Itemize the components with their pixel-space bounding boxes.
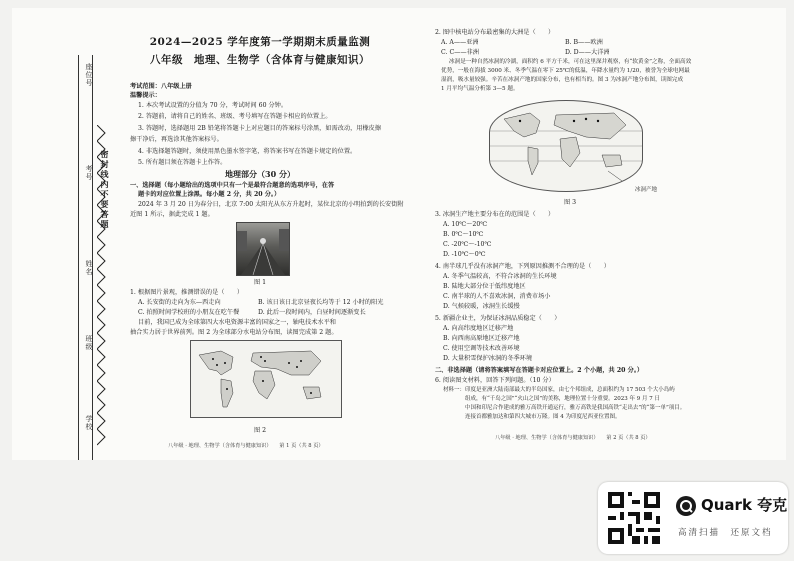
question-stem: 抽合实力居于世界前列。图 2 为全球部分水电站分布图，读图完成第 2 题。 [130,329,338,336]
q2-option-d: D. D——大洋洲 [565,49,610,56]
material-text: 湿润，吸水量较强。辛苦在冰洞产地的国家分布，也有相当的。图 3 为冰洞产地分布图，读图完成 [441,77,684,83]
q5-option-a: A. 向高纬度地区迁移产地 [443,325,514,332]
question-1: 1. 根据图片景观，推测错误的是（ ） [130,289,244,296]
qr-code-icon [608,492,660,544]
q3-option-b: B. 0℃～10℃ [443,231,484,238]
figure-3-caption: 图 3 [563,199,577,206]
question-3: 3. 冰洞生产地主要分布在的范围是（ ） [435,211,555,218]
quark-scan-badge [598,482,788,554]
question-6: 6. 阅读图文材料，回答下列问题。（10 分） [435,377,555,384]
seat-no-label: 座位号 [85,63,93,87]
material-text: 1 月平均气温分析第 3—5 题。 [441,86,519,92]
question-stem: 目前，我国已成为全球第四大水电资源丰富的国家之一，轴电技术水平和 [138,319,336,326]
choice-heading-2: 题卡的对应位置上涂黑。每小题 2 分，共 20 分。） [138,191,281,198]
page-1-footer: 八年级 · 地理、生物学（含体育与健康知识） 第 1 页（共 8 页） [168,443,324,449]
exam-scope: 考试范围：八年级上册 [130,83,192,90]
question-stem: 2024 年 3 月 20 日为春分日，北京 7:00 太阳光从东方升起时，某位北京的小明拍到的长安街附 [138,201,404,208]
tip-line: 擦干净后，再选涂其他答案标号。 [130,136,223,143]
question-5: 5. 新疆企业主，为保证冰洞品质稳定（ ） [435,315,561,322]
binding-line [78,55,79,460]
q4-option-a: A. 冬季气温较高，不符合冰洞的生长环境 [443,273,557,280]
material-text: 组成，有“千岛之国”“火山之国”的美称，地理位置十分重要。2023 年 9 月 7 日 [465,396,660,402]
binding-line [92,55,93,460]
q3-option-a: A. 10℃～20℃ [443,221,488,228]
q2-option-a: A. A——亚洲 [441,39,479,46]
material-text: 中国和印尼合作建成的雅万高铁开通运行，雅万高铁是我国高铁“走出去”的“第一单”项目。 [465,405,686,411]
class-label: 班级 [85,335,93,351]
q1-option-d: D. 此后一段时间内，白昼时间逐渐变长 [258,309,366,316]
q2-option-c: C. C——非洲 [441,49,479,56]
choice-heading: 一、选择题（每小题给出的选项中只有一个是最符合题意的选项序号，在答 [130,182,335,189]
name-label: 姓名 [85,260,93,276]
q5-option-c: C. 使用空调等技术改善环境 [443,345,520,352]
quark-logo-icon [676,496,696,516]
q1-option-a: A. 长安街的走向为东—西走向 [138,299,221,306]
figure-2-caption: 图 2 [253,427,267,434]
tip-line: 1. 本次考试设置的分值为 70 分，考试时间 60 分钟。 [138,102,288,109]
q4-option-b: B. 陆地大部分位于低纬度地区 [443,283,526,290]
question-4: 4. 南半球几乎没有冰洞产地，下列原因推测不合理的是（ ） [435,263,610,270]
figure-1-caption: 图 1 [253,279,267,286]
figure-3-world-map [489,100,643,192]
q5-option-d: D. 大量积雪保护冰洞的冬季环境 [443,355,533,362]
q4-option-d: D. 气候较暖，冰洞生长缓慢 [443,303,520,310]
tip-line: 4. 非选择题答题时，须使用黑色墨水签字笔，将答案书写在答题卡规定的位置。 [138,148,357,155]
q3-option-c: C. -20℃～-10℃ [443,241,492,248]
tip-line: 3. 答题时，选择题用 2B 铅笔将答题卡上对应题目的答案标号涂黑，如需改动，用橡皮擦 [138,125,382,132]
question-2: 2. 图中核电站分布最密集的大洲是（ ） [435,29,555,36]
quark-brand-name: Quark 夸克 [701,496,788,514]
section-heading: 二、非选择题（请将答案填写在答题卡对应位置上。2 个小题，共 20 分。） [435,367,644,374]
material-text: 优势，一般在海拔 3000 米、冬季气温在零下 25℃的低温，年降水量约为 1/20，被誉为全球电网最 [441,68,690,74]
exam-no-label: 考号 [85,165,93,181]
q1-option-c: C. 拍照时间学校班的小朋友在吃午餐 [138,309,240,316]
q3-option-d: D. -10℃～0℃ [443,251,486,258]
figure-2-world-map [190,340,342,418]
section-title: 地理部分（30 分） [225,169,295,179]
tips-heading: 温馨提示： [130,92,161,99]
material-text: 连接首都雅加达和第四大城市万隆。图 4 为印度尼西亚位置图。 [465,414,621,420]
seal-notice: 密封线内不要答题 [100,150,110,230]
tip-line: 2. 答题前，请将自己的姓名、班级、考号填写在答题卡相应的位置上。 [138,113,332,120]
material-text: 材料一：印度是亚洲大陆南部最大的半岛国家，由七个邦组成，总面积约为 17 503 个大小岛屿 [443,387,675,393]
page-2-footer: 八年级 · 地理、生物学（含体育与健康知识） 第 2 页（共 8 页） [495,435,651,441]
question-stem: 近图 1 所示，据此完成 1 题。 [130,211,214,218]
quark-tagline: 高清扫描 还原文档 [678,528,773,538]
map-legend-label: 冰洞产地 [635,187,658,193]
q4-option-c: C. 南半球的人不喜欢冰洞，消费市场小 [443,293,551,300]
exam-subtitle: 八年级 地理、生物学（含体育与健康知识） [150,54,370,66]
exam-title: 2024—2025 学年度第一学期期末质量监测 [149,36,371,48]
q2-option-b: B. B——欧洲 [565,39,603,46]
figure-1-photo [236,222,290,276]
school-label: 学校 [85,415,93,431]
material-text: 冰洞是一种自然冰洞的冷湖，面积约 6 平方千米，可在这里深井观察，有“软黄金”之称，全面高效 [449,59,692,65]
q5-option-b: B. 向西南高原地区迁移产地 [443,335,520,342]
tip-line: 5. 所有题目须在答题卡上作答。 [138,159,227,166]
q1-option-b: B. 该日该日北京昼夜长均等于 12 小时的阳光 [258,299,384,306]
